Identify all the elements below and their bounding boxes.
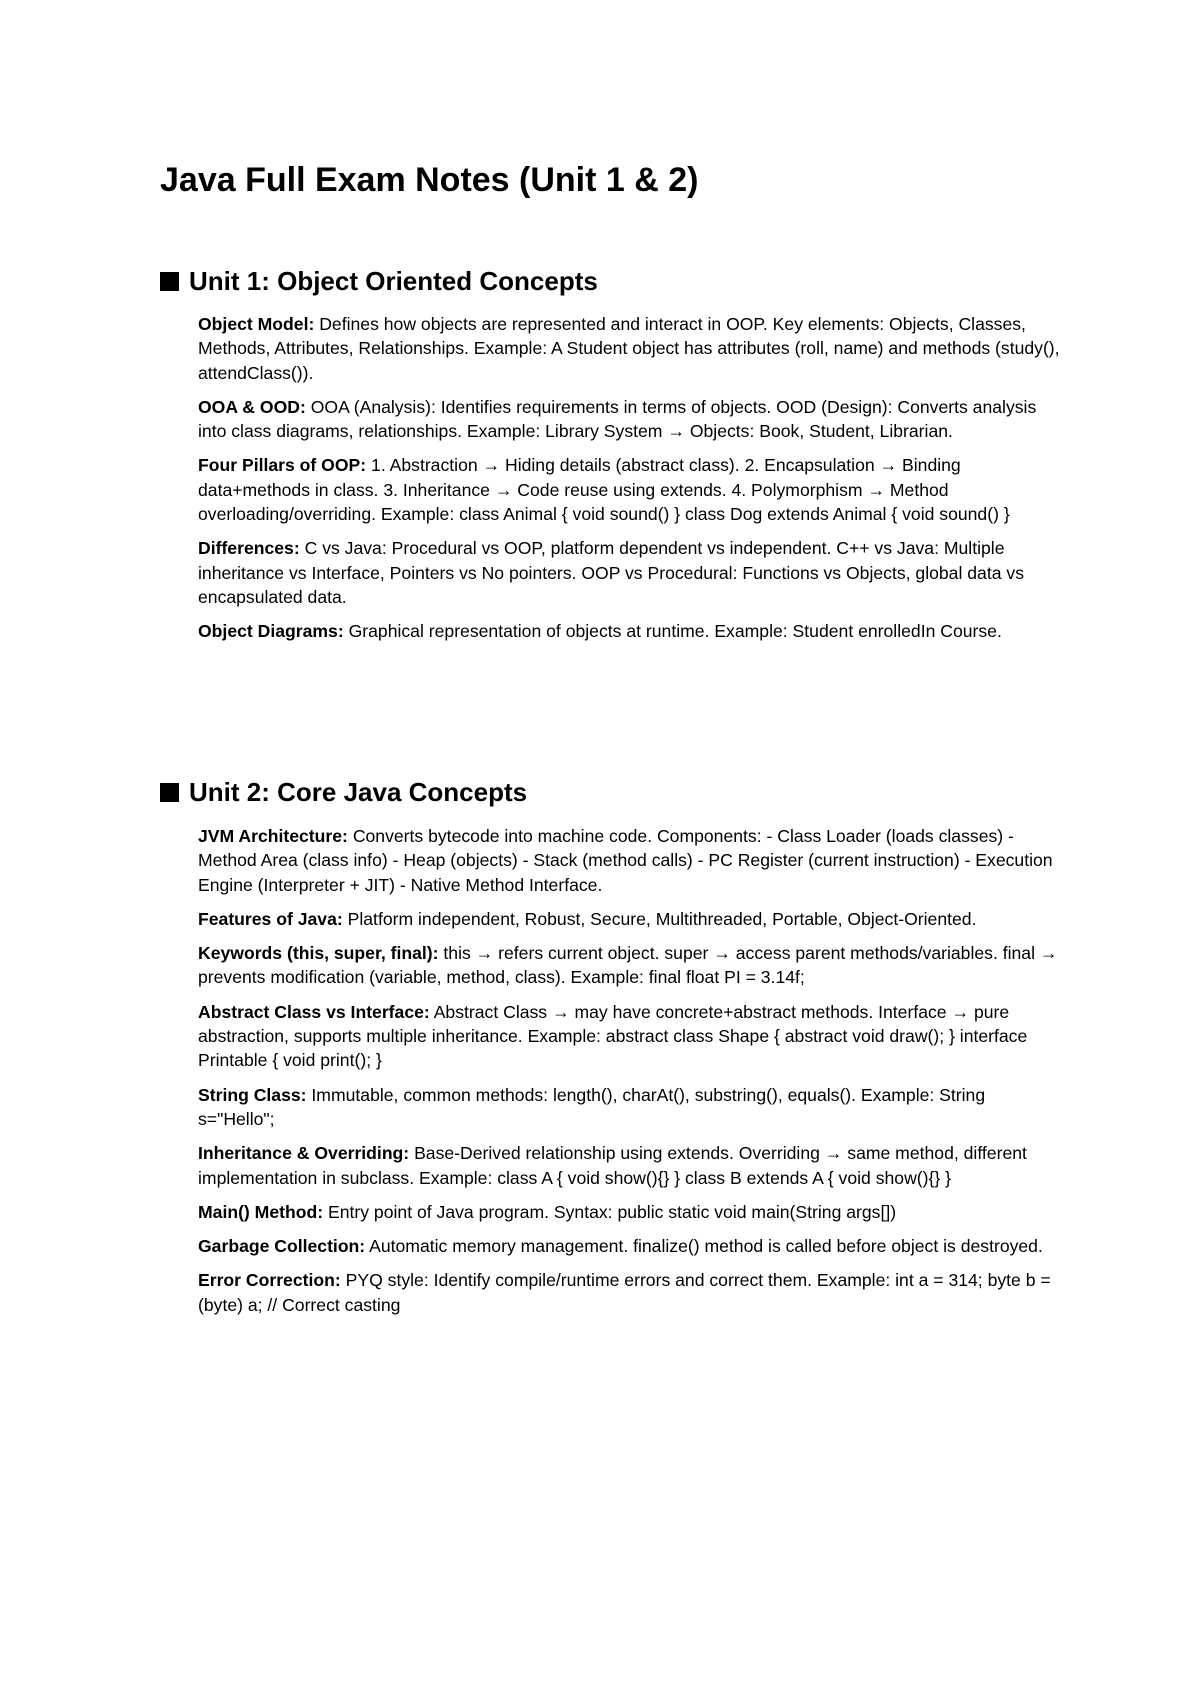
section-body-unit-1 xyxy=(198,312,1060,654)
section-heading-unit-2 xyxy=(160,776,527,808)
entry-main-method: Main() Method: Entry point of Java program. Syntax: public static void main(String args[]) xyxy=(198,1201,897,1222)
entry-ooa-ood: OOA & OOD: OOA (Analysis): Identifies requirements in terms of objects. OOD (Design): Converts analysis into class diagrams, relationships. Example: Library System → Objects: Book, Student, Librarian. xyxy=(198,396,1037,442)
document-title: Java Full Exam Notes (Unit 1 & 2) xyxy=(160,161,699,199)
entry-inheritance-overriding: Inheritance & Overriding: Base-Derived relationship using extends. Overriding → same method, different implementation in subclass. Example: class A { void show(){} } class B extends A { void show(){} } xyxy=(198,1143,1027,1188)
section-heading-text: Unit 1: Object Oriented Concepts xyxy=(189,266,598,296)
entry-jvm-architecture: JVM Architecture: Converts bytecode into machine code. Components: - Class Loader (loads classes) - Method Area (class info) - Heap (objects) - Stack (method calls) - PC Register (current instruction) - Execution Engine (Interpreter + JIT) - Native Method Interface. xyxy=(198,826,1053,895)
section-heading-text: Unit 2: Core Java Concepts xyxy=(189,777,528,807)
entry-string-class: String Class: Immutable, common methods: length(), charAt(), substring(), equals(). Example: String s="Hello"; xyxy=(198,1084,986,1129)
entry-error-correction: Error Correction: PYQ style: Identify compile/runtime errors and correct them. Example: int a = 314; byte b = (byte) a; // Correct casting xyxy=(198,1270,1051,1315)
entry-abstract-vs-interface: Abstract Class vs Interface: Abstract Class → may have concrete+abstract methods. Interface → pure abstraction, supports multiple inheritance. Example: abstract class Shape { abstract void draw(); } interface Printable { void print(); } xyxy=(198,1001,1028,1071)
entry-keywords: Keywords (this, super, final): this → refers current object. super → access parent methods/variables. final → prevents modification (variable, method, class). Example: final float PI = 3.14f; xyxy=(198,943,1058,988)
section-body-unit-2 xyxy=(198,824,1060,1327)
entry-garbage-collection: Garbage Collection: Automatic memory management. finalize() method is called before object is destroyed. xyxy=(198,1236,1043,1257)
entry-features-of-java: Features of Java: Platform independent, Robust, Secure, Multithreaded, Portable, Object-Oriented. xyxy=(198,908,977,929)
square-bullet-icon xyxy=(160,783,179,802)
square-bullet-icon xyxy=(160,272,179,291)
entry-four-pillars: Four Pillars of OOP: 1. Abstraction → Hiding details (abstract class). 2. Encapsulation → Binding data+methods in class. 3. Inheritance → Code reuse using extends. 4. Polymorphism → Method overloading/overriding. Example: class Animal { void sound() } class Dog extends Animal { void sound() } xyxy=(198,455,1010,525)
entry-differences: Differences: C vs Java: Procedural vs OOP, platform dependent vs independent. C++ vs Java: Multiple inheritance vs Interface, Pointers vs No pointers. OOP vs Procedural: Functions vs Objects, global data vs encapsulated data. xyxy=(198,538,1024,607)
entry-object-diagrams: Object Diagrams: Graphical representation of objects at runtime. Example: Student enrolledIn Course. xyxy=(198,621,1002,642)
section-heading-unit-1 xyxy=(160,265,598,297)
entry-object-model: Object Model: Defines how objects are represented and interact in OOP. Key elements: Objects, Classes, Methods, Attributes, Relationships. Example: A Student object has attributes (roll, name) and methods (study(), attendClass()). xyxy=(198,314,1060,383)
